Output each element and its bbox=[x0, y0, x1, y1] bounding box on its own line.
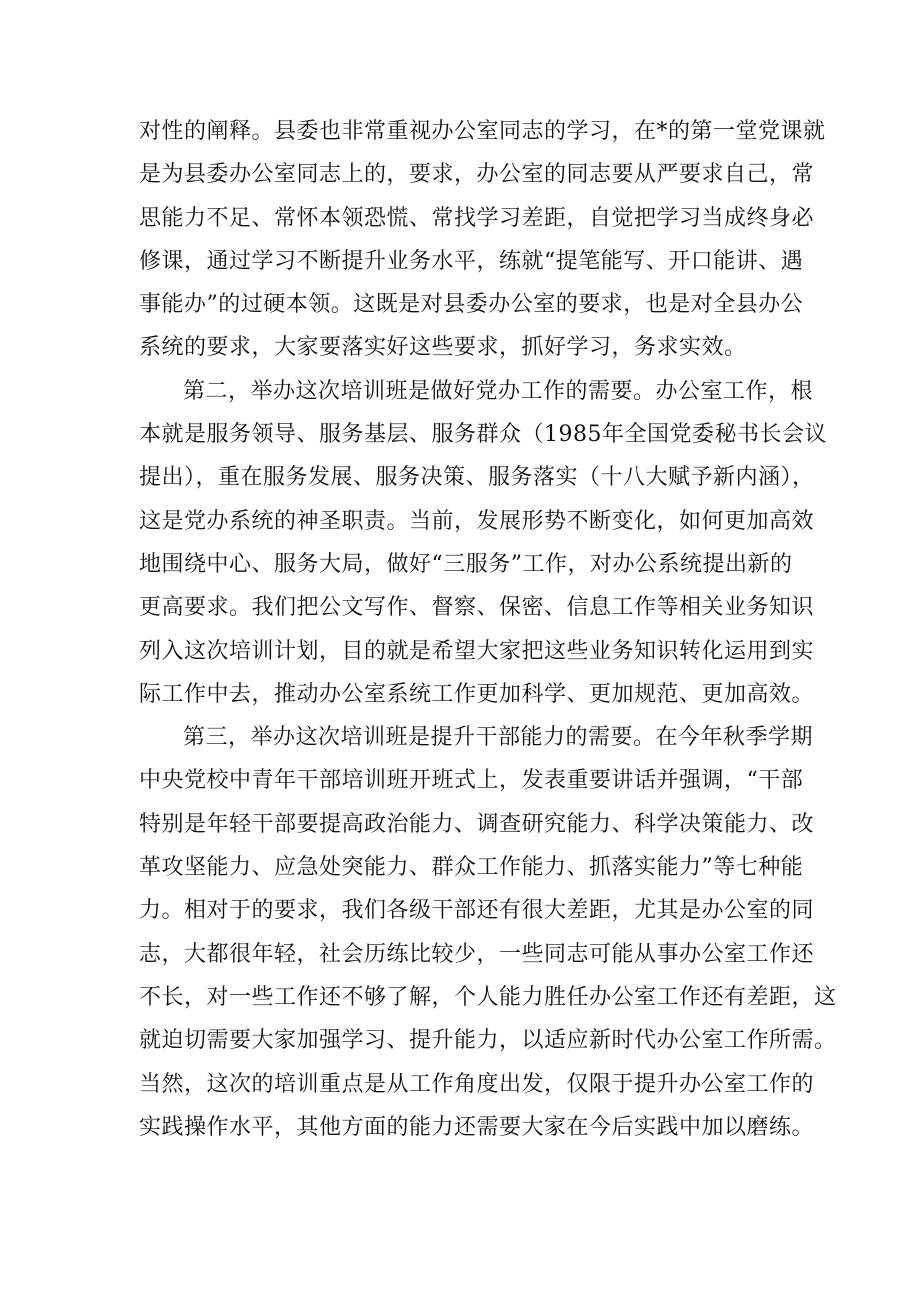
text-line: 对性的阐释。县委也非常重视办公室同志的学习，在*的第一堂党课就 bbox=[139, 119, 826, 144]
document-body bbox=[139, 110, 837, 1149]
text-line: 地围绕中心、服务大局，做好“三服务”工作，对办公系统提出新的 bbox=[139, 551, 793, 577]
text-line: 实践操作水平，其他方面的能力还需要大家在今后实践中加以磨练。 bbox=[139, 1114, 815, 1140]
paragraph-third bbox=[139, 716, 837, 1149]
text-line: 提出），重在服务发展、服务决策、服务落实（十八大赋予新内涵）， bbox=[139, 465, 815, 491]
text-line: 更高要求。我们把公文写作、督察、保密、信息工作等相关业务知识 bbox=[139, 595, 815, 621]
text-line: 系统的要求，大家要落实好这些要求，抓好学习，务求实效。 bbox=[139, 335, 747, 361]
text-line: 列入这次培训计划，目的就是希望大家把这些业务知识转化运用到实 bbox=[139, 638, 815, 664]
text-line: 际工作中去，推动办公室系统工作更加科学、更加规范、更加高效。 bbox=[139, 681, 815, 707]
text-line: 思能力不足、常怀本领恐慌、常找学习差距，自觉把学习当成终身必 bbox=[139, 205, 815, 231]
text-line: 志，大都很年轻，社会历练比较少，一些同志可能从事办公室工作还 bbox=[139, 941, 815, 967]
text-line: 修课，通过学习不断提升业务水平，练就“提笔能写、开口能讲、遇 bbox=[139, 248, 804, 274]
text-line: 本就是服务领导、服务基层、服务群众（1985年全国党委秘书长会议 bbox=[139, 422, 827, 448]
text-line: 革攻坚能力、应急处突能力、群众工作能力、抓落实能力”等七种能 bbox=[139, 855, 804, 881]
text-line: 事能办”的过硬本领。这既是对县委办公室的要求，也是对全县办公 bbox=[139, 292, 804, 318]
text-line: 特别是年轻干部要提高政治能力、调查研究能力、科学决策能力、改 bbox=[139, 811, 815, 837]
text-line: 是为县委办公室同志上的，要求，办公室的同志要从严要求自己，常 bbox=[139, 162, 815, 188]
paragraph-second bbox=[139, 370, 827, 716]
text-line: 第三，举办这次培训班是提升干部能力的需要。在今年秋季学期 bbox=[183, 725, 814, 751]
text-line: 不长，对一些工作还不够了解，个人能力胜任办公室工作还有差距，这 bbox=[139, 984, 837, 1010]
text-line: 就迫切需要大家加强学习、提升能力，以适应新时代办公室工作所需。 bbox=[139, 1028, 837, 1054]
text-line: 这是党办系统的神圣职责。当前，发展形势不断变化，如何更加高效 bbox=[139, 508, 815, 534]
text-line: 当然，这次的培训重点是从工作角度出发，仅限于提升办公室工作的 bbox=[139, 1071, 815, 1097]
paragraph-continuation bbox=[139, 110, 826, 370]
text-line: 第二，举办这次培训班是做好党办工作的需要。办公室工作，根 bbox=[183, 378, 814, 404]
text-line: 力。相对于的要求，我们各级干部还有很大差距，尤其是办公室的同 bbox=[139, 898, 815, 924]
text-line: 中央党校中青年干部培训班开班式上，发表重要讲话并强调，“干部 bbox=[139, 768, 804, 794]
